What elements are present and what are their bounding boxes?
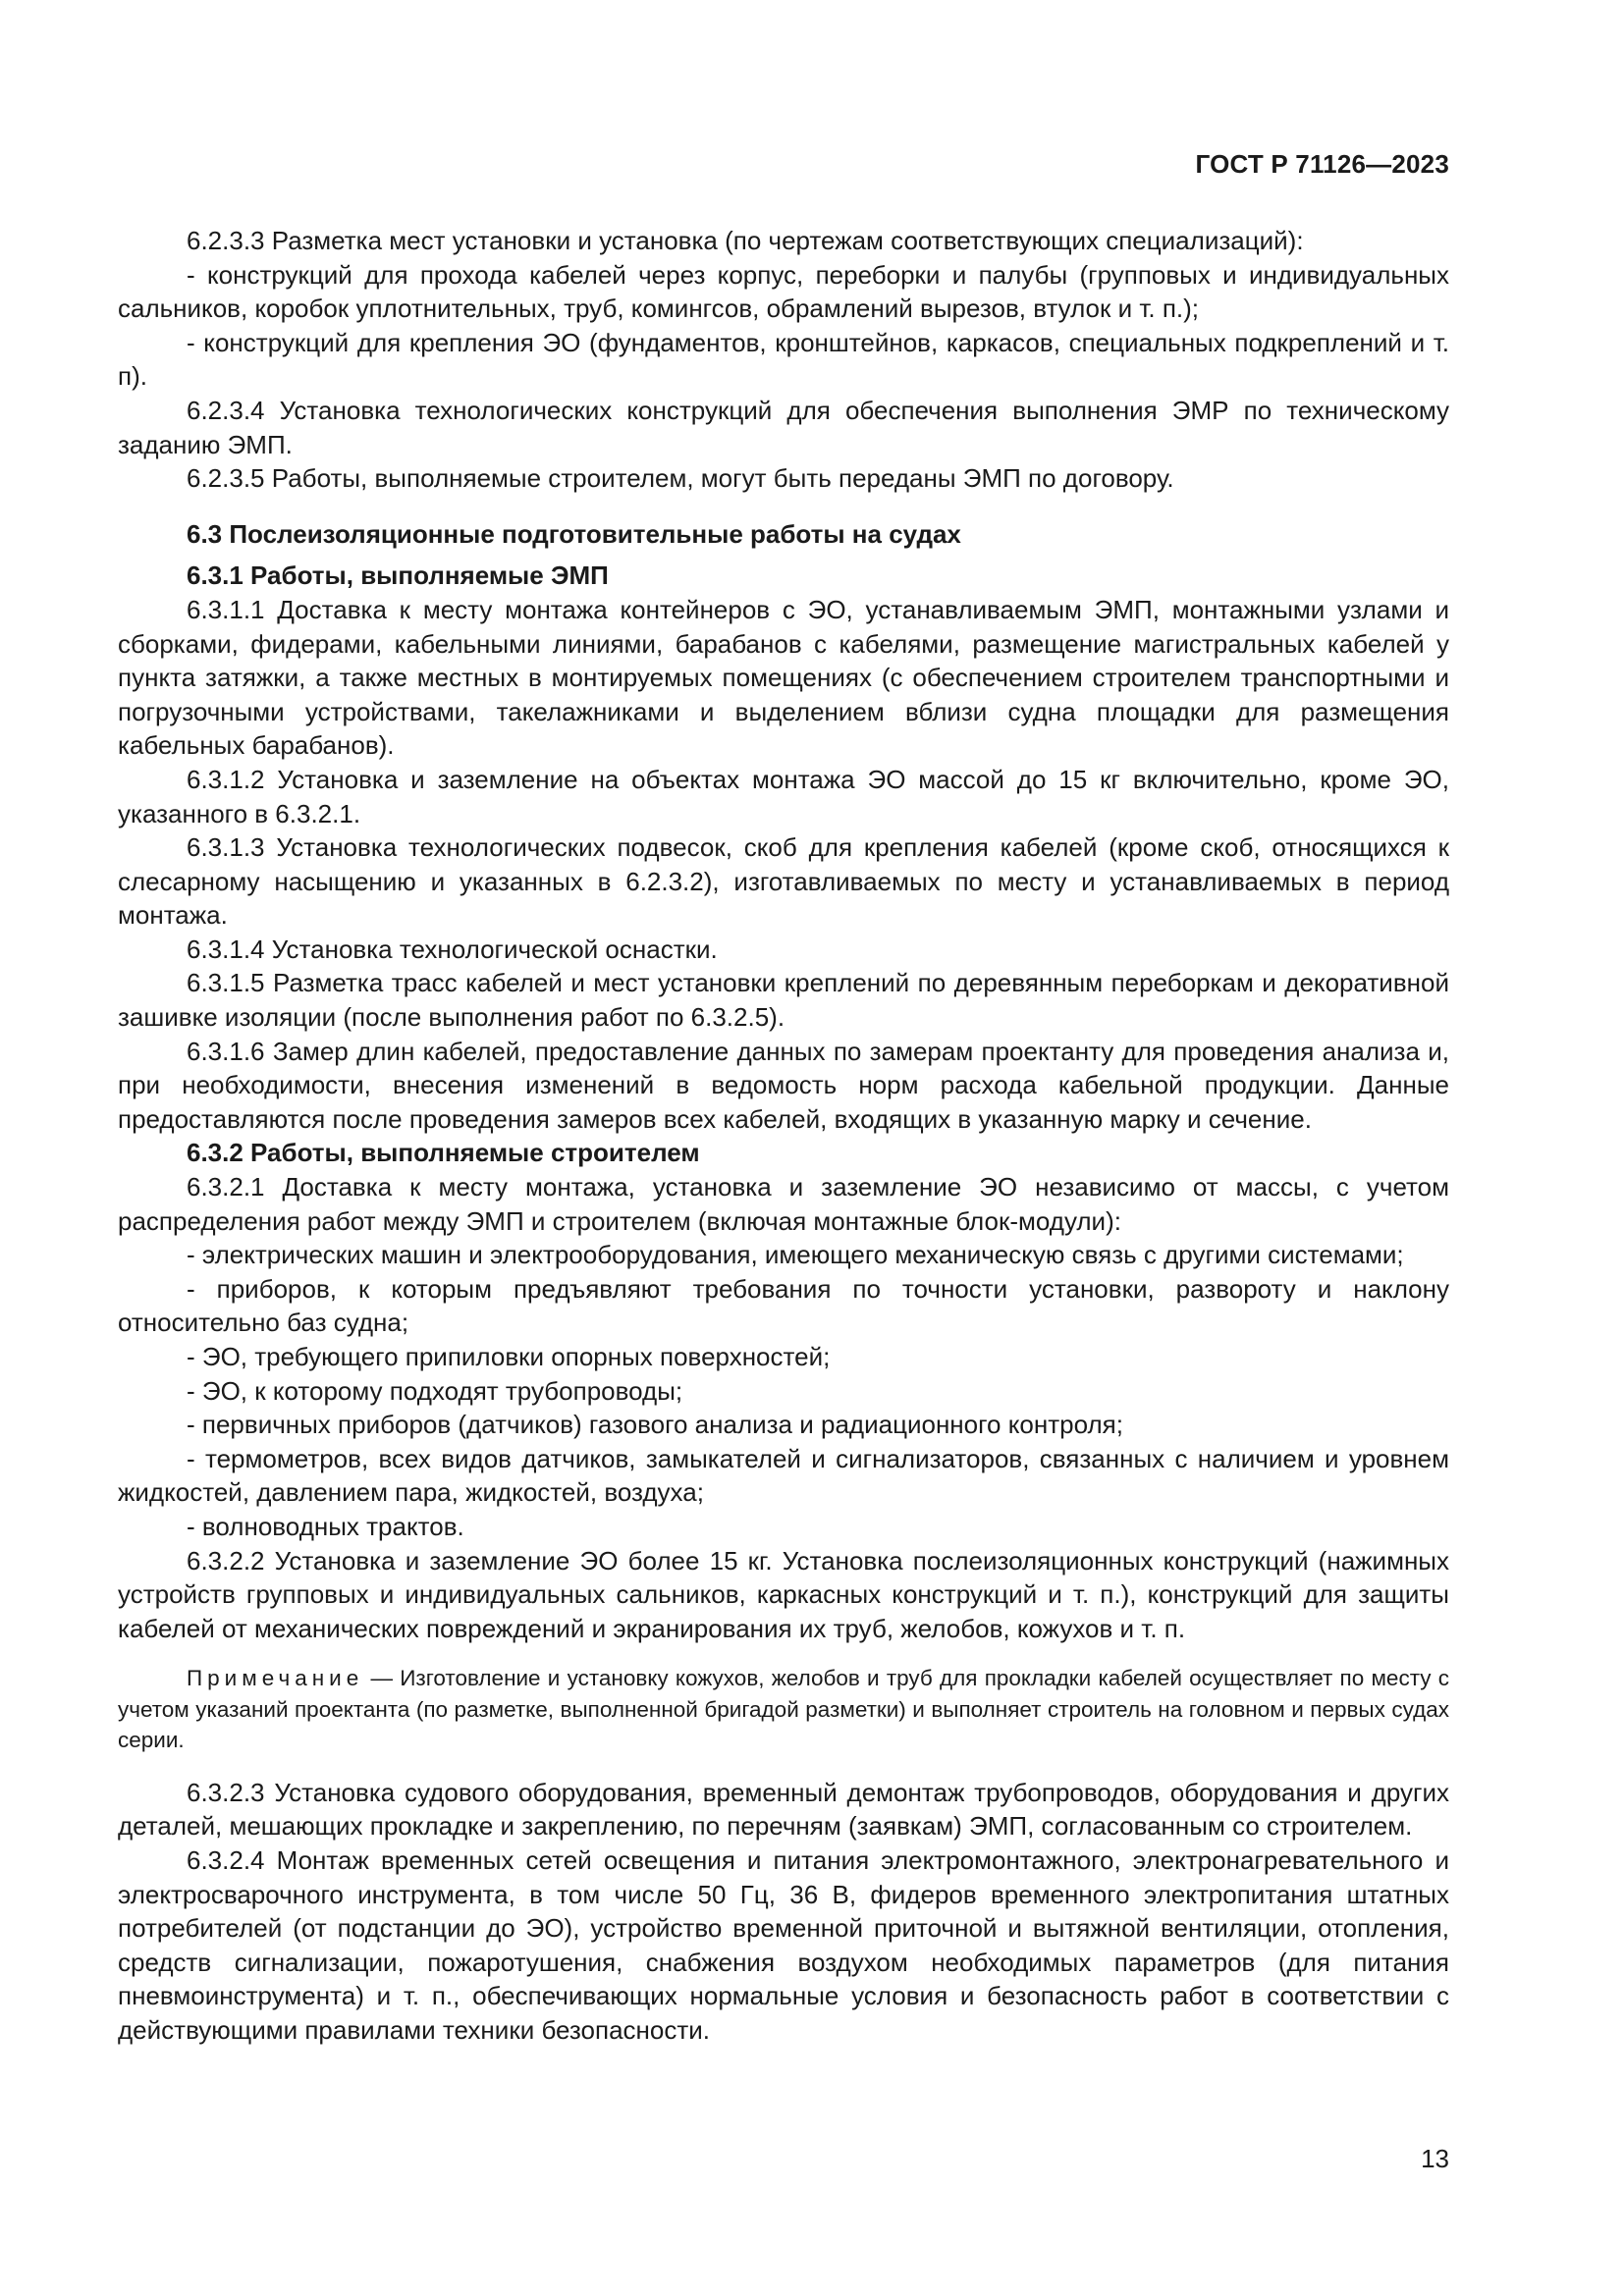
list-item: - электрических машин и электрооборудования, имеющего механическую связь с другими системами; [187, 1240, 1404, 1270]
paragraph: 6.3.2.4 Монтаж временных сетей освещения и питания электромонтажного, электронагревательного и электросварочного инструмента, в том числе 50 Гц, 36 В, фидеров временного электропитания штатных потребителей (от подстанции до ЭО), устройство временной приточной и вытяжной вентиляции, отопления, средств сигнализации, пожаротушения, снабжения воздухом необходимых параметров (для питания пневмоинструмента) и т. п., обеспечивающих нормальные условия и безопасность работ в соответствии с действующими правилами техники безопасности. [118, 1845, 1449, 2045]
note-text: — Изготовление и установку кожухов, желобов и труб для прокладки кабелей осуществляет по месту с учетом указаний проектанта (по разметке, выполненной бригадой разметки) и выполняет строитель на головном и первых судах серии. [118, 1666, 1449, 1753]
subsection-heading-6-3-1: 6.3.1 Работы, выполняемые ЭМП [187, 561, 609, 591]
paragraph: 6.3.1.6 Замер длин кабелей, предоставление данных по замерам проектанту для проведения анализа и, при необходимости, внесения изменений в ведомость норм расхода кабельной продукции. Данные предоставляются после проведения замеров всех кабелей, входящих в указанную марку и сечение. [118, 1036, 1449, 1134]
list-item: - конструкций для крепления ЭО (фундаментов, кронштейнов, каркасов, специальных подкреплений и т. п). [118, 327, 1449, 392]
paragraph: 6.3.1.5 Разметка трасс кабелей и мест установки креплений по деревянным переборкам и декоративной зашивке изоляции (после выполнения работ по 6.3.2.5). [118, 968, 1449, 1033]
section-heading-6-3: 6.3 Послеизоляционные подготовительные работы на судах [187, 518, 961, 549]
paragraph: 6.3.2.3 Установка судового оборудования, временный демонтаж трубопроводов, оборудования и других деталей, мешающих прокладке и закреплению, по перечням (заявкам) ЭМП, согласованным со строителем. [118, 1777, 1449, 1842]
list-item: - первичных приборов (датчиков) газового анализа и радиационного контроля; [187, 1410, 1123, 1440]
list-item: - термометров, всех видов датчиков, замыкателей и сигнализаторов, связанных с наличием и уровнем жидкостей, давлением пара, жидкостей, воздуха; [118, 1443, 1449, 1508]
page-number: 13 [1421, 2144, 1449, 2173]
paragraph: 6.2.3.3 Разметка мест установки и установка (по чертежам соответствующих специализаций): [187, 226, 1304, 255]
paragraph: 6.3.1.2 Установка и заземление на объектах монтажа ЭО массой до 15 кг включительно, кроме ЭО, указанного в 6.3.2.1. [118, 764, 1449, 828]
note-label: Примечание [187, 1666, 364, 1691]
subsection-heading-6-3-2: 6.3.2 Работы, выполняемые строителем [187, 1138, 700, 1168]
paragraph: 6.3.1.3 Установка технологических подвесок, скоб для крепления кабелей (кроме скоб, относящихся к слесарному насыщению и указанных в 6.2.3.2), изготавливаемых по месту и устанавливаемых в период монтажа. [118, 832, 1449, 931]
list-item: - ЭО, к которому подходят трубопроводы; [187, 1375, 683, 1406]
list-item: - конструкций для прохода кабелей через корпус, переборки и палубы (групповых и индивидуальных сальников, коробок уплотнительных, труб, комингсов, обрамлений вырезов, втулок и т. п.); [118, 259, 1449, 324]
paragraph: 6.2.3.5 Работы, выполняемые строителем, могут быть переданы ЭМП по договору. [187, 463, 1174, 494]
paragraph: 6.3.2.1 Доставка к месту монтажа, установка и заземление ЭО независимо от массы, с учетом распределения работ между ЭМП и строителем (включая монтажные блок-модули): [118, 1172, 1449, 1236]
paragraph: 6.2.3.4 Установка технологических конструкций для обеспечения выполнения ЭМР по техническому заданию ЭМП. [118, 395, 1449, 459]
list-item: - волноводных трактов. [187, 1511, 464, 1541]
paragraph: 6.3.1.4 Установка технологической оснастки. [187, 934, 718, 964]
paragraph: 6.3.1.1 Доставка к месту монтажа контейнеров с ЭО, устанавливаемым ЭМП, монтажными узлами и сборками, фидерами, кабельными линиями, барабанов с кабелями, размещение магистральных кабелей у пункта затяжки, а также местных в монтируемых помещениях (с обеспечением строителем транспортными и погрузочными устройствами, такелажниками и выделением вблизи судна площадки для размещения кабельных барабанов). [118, 594, 1449, 761]
document-code: ГОСТ Р 71126—2023 [1195, 149, 1449, 179]
list-item: - приборов, к которым предъявляют требования по точности установки, развороту и наклону относительно баз судна; [118, 1273, 1449, 1338]
paragraph: 6.3.2.2 Установка и заземление ЭО более 15 кг. Установка послеизоляционных конструкций (нажимных устройств групповых и индивидуальных сальников, каркасных конструкций и т. п.), конструкций для защиты кабелей от механических повреждений и экранирования их труб, желобов, кожухов и т. п. [118, 1545, 1449, 1643]
list-item: - ЭО, требующего припиловки опорных поверхностей; [187, 1342, 831, 1371]
note [118, 1663, 1449, 1756]
page-body [118, 224, 1449, 2048]
